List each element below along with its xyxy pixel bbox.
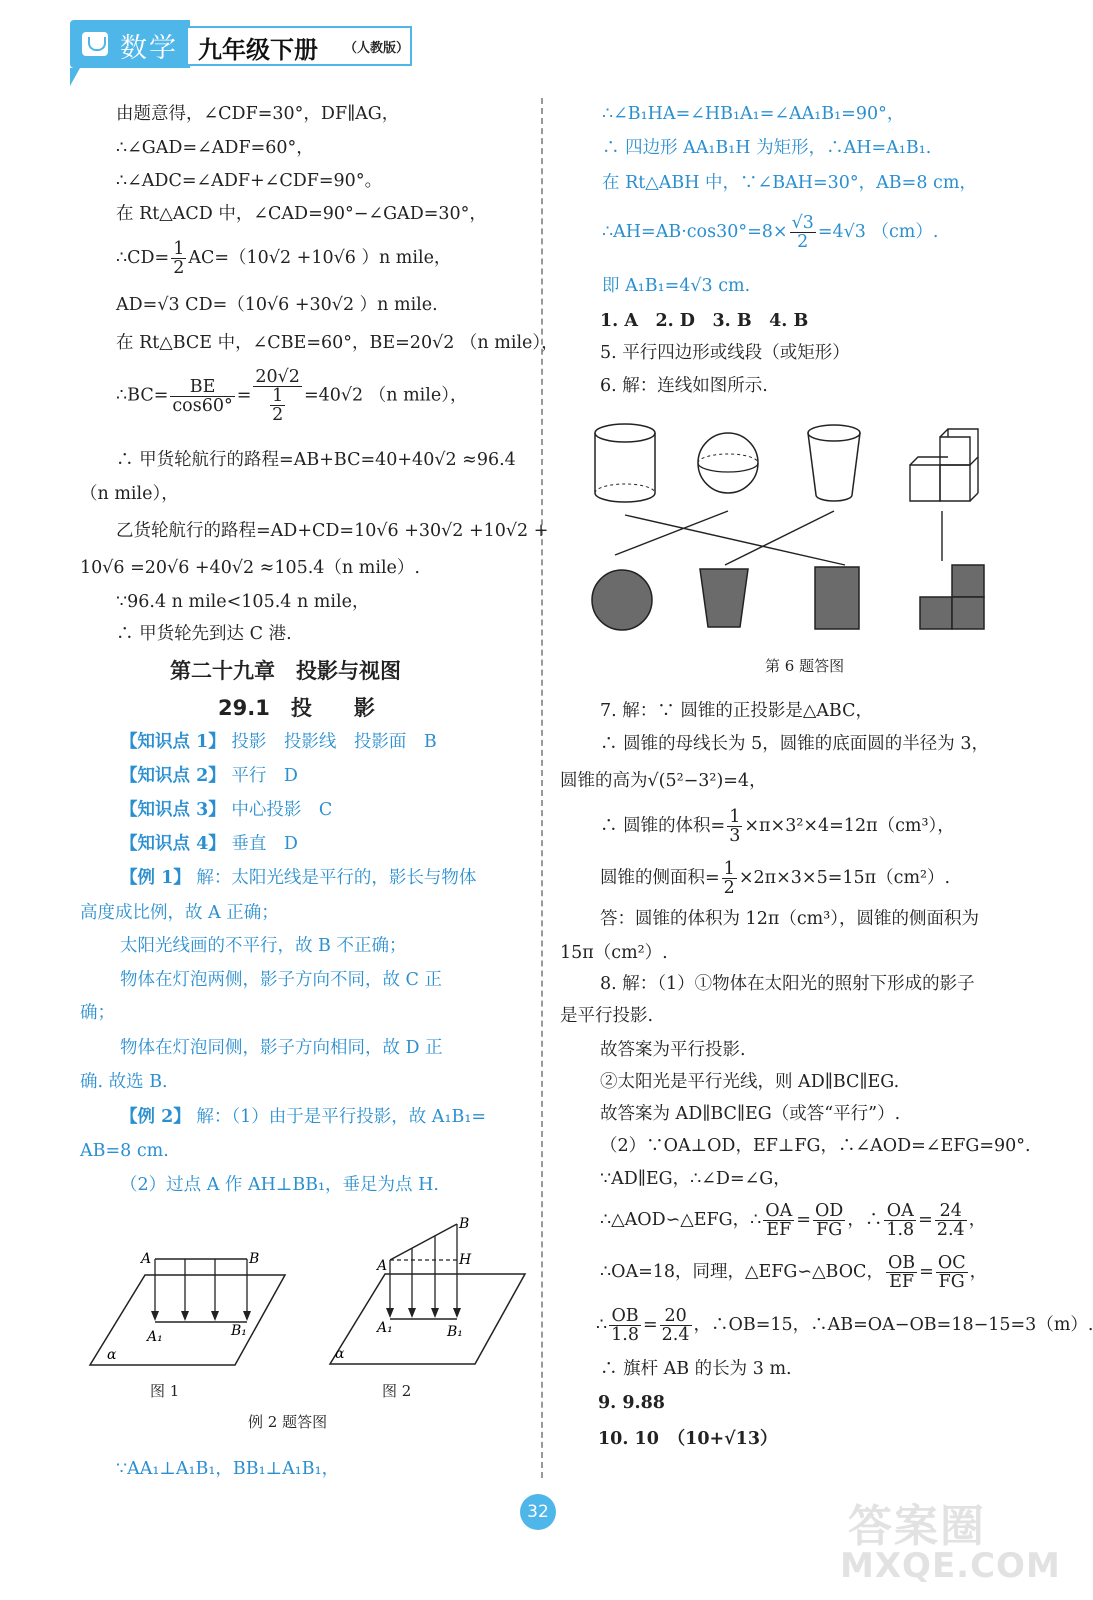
figure-6-caption: 第 6 题答图 (765, 657, 845, 675)
text-line: 确. 故选 B. (80, 1072, 168, 1092)
text-line: 答：圆锥的体积为 12π（cm³），圆锥的侧面积为 (600, 909, 979, 929)
arrow-head (453, 1308, 461, 1318)
grade-label: 九年级下册 (198, 36, 318, 64)
arrow-head (243, 1311, 251, 1321)
numerator: 20 (660, 1307, 692, 1326)
formula-text: ×π×3²×4=12π（cm³）， (744, 816, 955, 836)
formula-line (600, 806, 955, 846)
text-line: 圆锥的高为√(5²−3²)=4， (560, 771, 767, 791)
label-alpha: α (335, 1346, 345, 1362)
denominator: 3 (729, 826, 741, 846)
denominator: 2 (173, 258, 185, 278)
numerator: OA (765, 1201, 793, 1221)
formula-text: ∴OA=18，同理，△EFG∽△BOC， (600, 1262, 884, 1282)
segment-ab (390, 1224, 457, 1260)
label-h: H (459, 1252, 472, 1268)
text-line: ∴ 甲货轮航行的路程=AB+BC=40+40√2 ≈96.4 (116, 450, 516, 470)
formula-line (602, 210, 938, 254)
match-line (615, 511, 728, 555)
answer-5: 5. 平行四边形或线段（或矩形） (600, 343, 850, 363)
knowledge-point-3 (120, 799, 332, 821)
label-a1: A₁ (147, 1329, 163, 1345)
text-line: ∴ 四边形 AA₁B₁H 为矩形，∴AH=A₁B₁. (602, 138, 932, 158)
formula-text: 圆锥的侧面积= (600, 868, 720, 888)
formula-text: ∴△AOD∽△EFG，∴ (600, 1210, 762, 1230)
label-a: A (377, 1258, 388, 1274)
text-line: 在 Rt△ACD 中，∠CAD=90°−∠GAD=30°， (116, 204, 487, 224)
label-b1: B₁ (231, 1323, 247, 1339)
match-line (725, 511, 834, 565)
label-a1: A₁ (377, 1320, 393, 1336)
denominator: EF (889, 1272, 915, 1292)
example-tag: 【例 2】 (120, 1107, 191, 1127)
formula-line (116, 368, 467, 424)
subject-label: 数学 (120, 33, 178, 64)
formula-line (596, 1305, 1093, 1345)
formula-text: ∴ (596, 1315, 608, 1335)
formula-text: ×2π×3×5=15π（cm²）. (738, 868, 951, 888)
denominator: 2 (723, 878, 735, 898)
formula-text: = (796, 1210, 811, 1230)
arrow-head (151, 1311, 159, 1321)
numerator: OC (937, 1253, 966, 1273)
formula-text: ∴CD= (116, 248, 170, 268)
text-line: 7. 解：∵ 圆锥的正投影是△ABC， (600, 701, 873, 721)
numerator: OB (609, 1307, 641, 1326)
fraction (722, 860, 737, 897)
text-line: 太阳光线画的不平行，故 B 不正确； (120, 936, 407, 956)
numerator: 24 (935, 1202, 967, 1221)
frustum-side (852, 433, 860, 495)
figure-2-diagram (325, 1212, 530, 1370)
denominator: FG (816, 1220, 843, 1240)
cylinder-top (595, 424, 655, 442)
figure-2-caption: 图 2 (382, 1382, 412, 1400)
watermark-line2: MXQE.COM (840, 1546, 1061, 1586)
numerator: OD (814, 1201, 844, 1221)
text-line: （n mile）， (80, 484, 179, 504)
text-line: 10√6 =20√6 +40√2 ≈105.4（n mile）. (80, 558, 420, 578)
grade-box (186, 26, 412, 66)
formula-text: = (236, 385, 252, 406)
text-line: ∴ 旗杆 AB 的长为 3 m. (600, 1359, 792, 1379)
arrow-head (408, 1308, 416, 1318)
formula-line (116, 238, 451, 278)
text-line: 故答案为 AD∥BC∥EG（或答“平行”）. (600, 1104, 901, 1124)
label-b: B (249, 1251, 260, 1267)
sphere (698, 433, 758, 493)
book-icon (82, 32, 108, 56)
answer-6: 6. 解：连线如图所示. (600, 376, 768, 396)
denominator: 2 (272, 405, 284, 425)
knowledge-point-4 (120, 833, 298, 855)
denominator: 1.8 (886, 1220, 915, 1240)
text-line: 故答案为平行投影. (600, 1040, 746, 1060)
example-tag: 【例 1】 (120, 868, 191, 888)
fraction (884, 1202, 916, 1239)
frustum-bottom (816, 495, 852, 501)
figure-caption: 例 2 题答图 (248, 1413, 328, 1431)
kp-answer: 平行 D (231, 766, 298, 786)
figure-1-caption: 图 1 (150, 1382, 180, 1400)
label-a: A (141, 1251, 152, 1267)
text-line: ∵96.4 n mile<105.4 n mile， (116, 592, 370, 612)
numerator: 1 (729, 807, 741, 827)
denominator: FG (938, 1272, 965, 1292)
kp-tag: 【知识点 2】 (120, 766, 226, 786)
formula-text: ∴BC= (116, 385, 169, 406)
circle-view (592, 570, 652, 630)
denominator: EF (766, 1220, 792, 1240)
rectangle-view (815, 567, 859, 629)
fraction (170, 378, 234, 415)
formula-text: ， (968, 1210, 987, 1230)
fraction (660, 1307, 692, 1344)
answer-9: 9. 9.88 (598, 1393, 665, 1413)
fraction (813, 1202, 845, 1239)
text-line: ∵AA₁⊥A₁B₁，BB₁⊥A₁B₁， (116, 1459, 340, 1479)
denominator: cos60° (172, 395, 233, 416)
formula-text: ， (969, 1262, 988, 1282)
sphere-equator (698, 463, 758, 472)
plane-alpha (90, 1275, 285, 1365)
arrow-head (431, 1308, 439, 1318)
kp-answer: 垂直 D (231, 834, 298, 854)
numerator: 20√2 (255, 367, 300, 387)
text-line: 8. 解：（1）①物体在太阳光的照射下形成的影子 (600, 974, 975, 994)
text-line: 15π（cm²）. (560, 943, 668, 963)
denominator: 2.4 (661, 1325, 690, 1345)
fraction (727, 808, 742, 845)
trapezoid-view (700, 569, 748, 627)
fraction (936, 1254, 968, 1291)
watermark (830, 1490, 1061, 1594)
formula-line (600, 1252, 987, 1292)
text-line: ∵AD∥EG，∴∠D=∠G， (600, 1169, 791, 1189)
label-alpha: α (107, 1347, 117, 1363)
numerator: √3 (791, 213, 814, 233)
formula-text: = (642, 1315, 658, 1335)
text-line: AD=√3 CD=（10√6 +30√2 ）n mile. (116, 295, 438, 315)
numerator: 1 (173, 239, 185, 259)
formula-text: = (919, 1262, 934, 1282)
numerator: OB (887, 1253, 916, 1273)
fraction (935, 1202, 967, 1239)
formula-text: = (918, 1210, 933, 1230)
text-line: 确； (80, 1003, 115, 1023)
text-line: ∴ 圆锥的母线长为 5，圆锥的底面圆的半径为 3， (600, 734, 989, 754)
answers-1-4: 1. A 2. D 3. B 4. B (600, 311, 809, 331)
subject-tab (70, 20, 190, 68)
text-line: ∴ 甲货轮先到达 C 港. (116, 624, 292, 644)
example-2 (120, 1106, 486, 1128)
fraction (886, 1254, 917, 1291)
edition-label: （人教版） (344, 41, 410, 56)
example-text: 解：太阳光线是平行的，影长与物体 (196, 868, 477, 888)
fraction (763, 1202, 794, 1239)
figure-6-diagram (580, 415, 990, 640)
text-line: ∴∠GAD=∠ADF=60°， (116, 138, 314, 158)
numerator: BE (170, 378, 234, 397)
formula-text: ，∴OB=15，∴AB=OA−OB=18−15=3（m）. (693, 1315, 1093, 1335)
denominator: 2 (797, 232, 809, 252)
text-line: ∴∠B₁HA=∠HB₁A₁=∠AA₁B₁=90°， (602, 104, 905, 124)
text-line: 物体在灯泡同侧，影子方向相同，故 D 正 (120, 1038, 443, 1058)
formula-text: AC=（10√2 +10√6 ）n mile， (188, 248, 452, 268)
fraction (171, 240, 186, 277)
frustum-side (808, 433, 816, 495)
example-text: 解：（1）由于是平行投影，故 A₁B₁= (196, 1107, 486, 1127)
chapter-title: 第二十九章 投影与视图 (170, 659, 401, 683)
text-line: 物体在灯泡两侧，影子方向不同，故 C 正 (120, 970, 443, 990)
watermark-line1: 答案圈 (848, 1501, 986, 1552)
page-number: 32 (520, 1494, 556, 1530)
cube-stack (910, 429, 978, 501)
formula-text: ，∴ (847, 1210, 883, 1230)
page-header (70, 20, 410, 68)
numerator: 1 (723, 859, 735, 879)
kp-tag: 【知识点 3】 (120, 800, 226, 820)
cylinder-bottom-hidden (595, 484, 655, 493)
knowledge-point-1 (120, 731, 437, 753)
arrow-head (211, 1311, 219, 1321)
arrow-head (386, 1308, 394, 1318)
l-shape-view (920, 565, 984, 629)
text-line: 高度成比例，故 A 正确； (80, 903, 279, 923)
arrow-head (181, 1311, 189, 1321)
tab-tail (70, 68, 80, 86)
kp-tag: 【知识点 4】 (120, 834, 226, 854)
numerator: OA (884, 1202, 916, 1221)
example-1 (120, 867, 476, 889)
formula-line (600, 858, 950, 898)
denominator (253, 387, 302, 424)
kp-answer: 投影 投影线 投影面 B (231, 732, 437, 752)
text-line: 即 A₁B₁=4√3 cm. (602, 276, 751, 296)
text-line: AB=8 cm. (80, 1141, 169, 1161)
formula-text: ∴ 圆锥的体积= (600, 816, 726, 836)
frustum-top (808, 425, 860, 441)
cylinder-bottom (595, 493, 655, 502)
section-title: 29.1 投 影 (218, 696, 375, 720)
text-line: ②太阳光是平行光线，则 AD∥BC∥EG. (600, 1072, 900, 1092)
text-line: 由题意得，∠CDF=30°，DF∥AG， (116, 104, 400, 124)
figure-1-diagram (85, 1245, 290, 1370)
label-b1: B₁ (447, 1324, 463, 1340)
formula-line (600, 1200, 986, 1240)
column-divider (541, 98, 543, 1478)
formula-text: =40√2 （n mile）， (303, 385, 468, 406)
label-b: B (459, 1216, 470, 1232)
kp-tag: 【知识点 1】 (120, 732, 226, 752)
text-line: 是平行投影. (560, 1006, 654, 1026)
sphere-equator-hidden (698, 454, 758, 463)
kp-answer: 中心投影 C (231, 800, 333, 820)
text-line: 在 Rt△BCE 中，∠CBE=60°，BE=20√2 （n mile）， (116, 333, 559, 353)
fraction (790, 214, 816, 251)
answer-10: 10. 10 （10+√13） (598, 1429, 778, 1449)
formula-text: =4√3 （cm）. (817, 222, 939, 242)
text-line: （2）∵OA⊥OD，EF⊥FG，∴∠AOD=∠EFG=90°. (600, 1136, 1031, 1156)
knowledge-point-2 (120, 765, 298, 787)
text-line: 乙货轮航行的路程=AD+CD=10√6 +30√2 +10√2 + (116, 521, 549, 541)
denominator: 1.8 (611, 1325, 639, 1345)
text-line: （2）过点 A 作 AH⊥BB₁，垂足为点 H. (120, 1175, 439, 1195)
text-line: 在 Rt△ABH 中，∵∠BAH=30°，AB=8 cm， (602, 173, 977, 193)
fraction (270, 387, 285, 424)
fraction (609, 1307, 641, 1344)
denominator: 2.4 (936, 1220, 965, 1240)
fraction (253, 368, 302, 424)
numerator: 1 (272, 386, 284, 406)
text-line: ∴∠ADC=∠ADF+∠CDF=90°。 (116, 171, 383, 191)
formula-text: ∴AH=AB·cos30°=8× (602, 222, 788, 242)
